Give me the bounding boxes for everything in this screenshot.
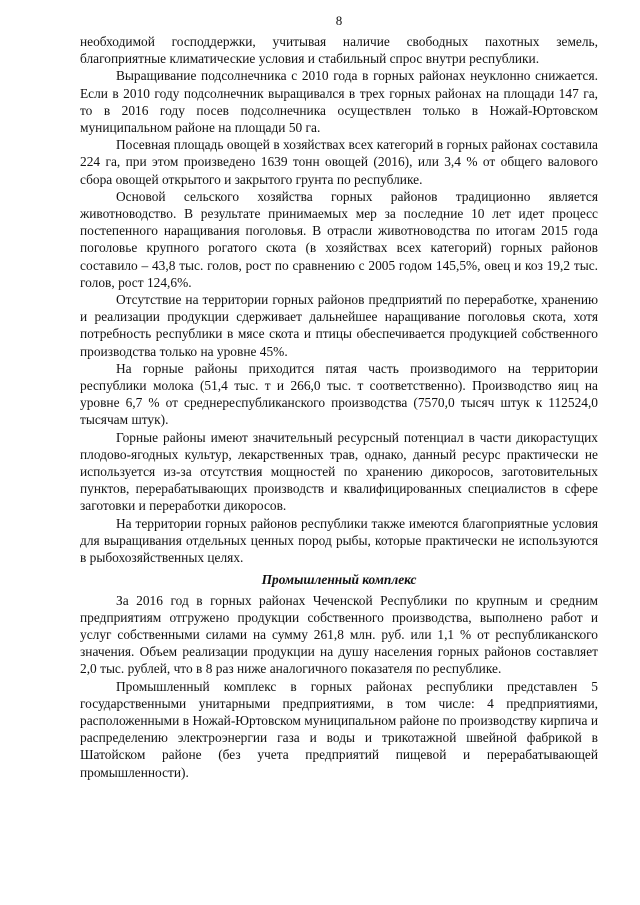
paragraph-fish: На территории горных районов республики также имеются благоприятные условия для выращивания отдельных ценных пород рыбы, которые практически не используются в рыбохозяйственных целях. — [80, 515, 598, 566]
paragraph-industry-output: За 2016 год в горных районах Чеченской Республики по крупным и средним предприятиям отгружено продукции собственного производства, выполнено работ и услуг собственными силами на сумму 261,8 млн. руб. или 1,1 % от республиканского значения. Объем реализации продукции на душу населения горных районов составляет 2,0 тыс. рублей, что в 8 раз ниже аналогичного показателя по республике. — [80, 592, 598, 677]
paragraph-vegetables: Посевная площадь овощей в хозяйствах всех категорий в горных районах составила 224 га, при этом произведено 1639 тонн овощей (2016), или 3,4 % от общего валового сбора овощей открытого и закрытого грунта по республике. — [80, 137, 598, 187]
paragraph-industry-enterprises: Промышленный комплекс в горных районах республики представлен 5 государственными унитарными предприятиями, в том числе: 4 предприятиями, расположенными в Ножай-Юртовском муниципальном районе по производству кирпича и распределению электроэнергии газа и воды и трикотажной швейной фабрикой в Шатойском районе (без учета предприятий пищевой и перерабатывающей промышленности). — [80, 678, 598, 780]
paragraph-processing: Отсутствие на территории горных районов предприятий по переработке, хранению и реализации продукции сдерживает дальнейшее наращивание поголовья скота, хотя потребность республики в мясе скота и птицы обеспечивается продукцией собственного производства только на уровне 45%. — [80, 292, 598, 359]
section-heading-industry: Промышленный комплекс — [261, 572, 417, 588]
paragraph-continuation: необходимой господдержки, учитывая наличие свободных пахотных земель, благоприятные климатические условия и стабильный спрос внутри республики. — [80, 34, 598, 67]
body-text — [80, 33, 598, 781]
paragraph-sunflower: Выращивание подсолнечника с 2010 года в горных районах неуклонно снижается. Если в 2010 году подсолнечник выращивался в трех горных районах на площади 147 га, то в 2016 году посев подсолнечника осуществлен только в Ножай-Юртовском муниципальном районе на площади 50 га. — [80, 68, 598, 136]
paragraph-wild-resources: Горные районы имеют значительный ресурсный потенциал в части дикорастущих плодово-ягодных культур, лекарственных трав, однако, данный ресурс практически не используется из-за отсутствия мощностей по хранению дикоросов, заготовительных пунктов, перерабатывающих производств и квалифицированных специалистов в сфере заготовки и переработки дикоросов. — [80, 429, 598, 514]
paragraph-livestock: Основой сельского хозяйства горных районов традиционно является животноводство. В результате принимаемых мер за последние 10 лет идет процесс постепенного наращивания поголовья. В отрасли животноводства по итогам 2015 года поголовье крупного рогатого скота (в хозяйствах всех категорий) горных районов составило – 43,8 тыс. голов, рост по сравнению с 2005 годом 145,5%, овец и коз 19,2 тыс. голов, рост 124,6%. — [80, 188, 598, 290]
page-number: 8 — [335, 13, 343, 28]
paragraph-milk-eggs: На горные районы приходится пятая часть производимого на территории республики молока (51,4 тыс. т и 266,0 тыс. т соответственно). Производство яиц на уровне 6,7 % от среднереспубликанского производства (7570,0 тысяч штук к 112524,0 тысячам штук). — [80, 360, 598, 428]
